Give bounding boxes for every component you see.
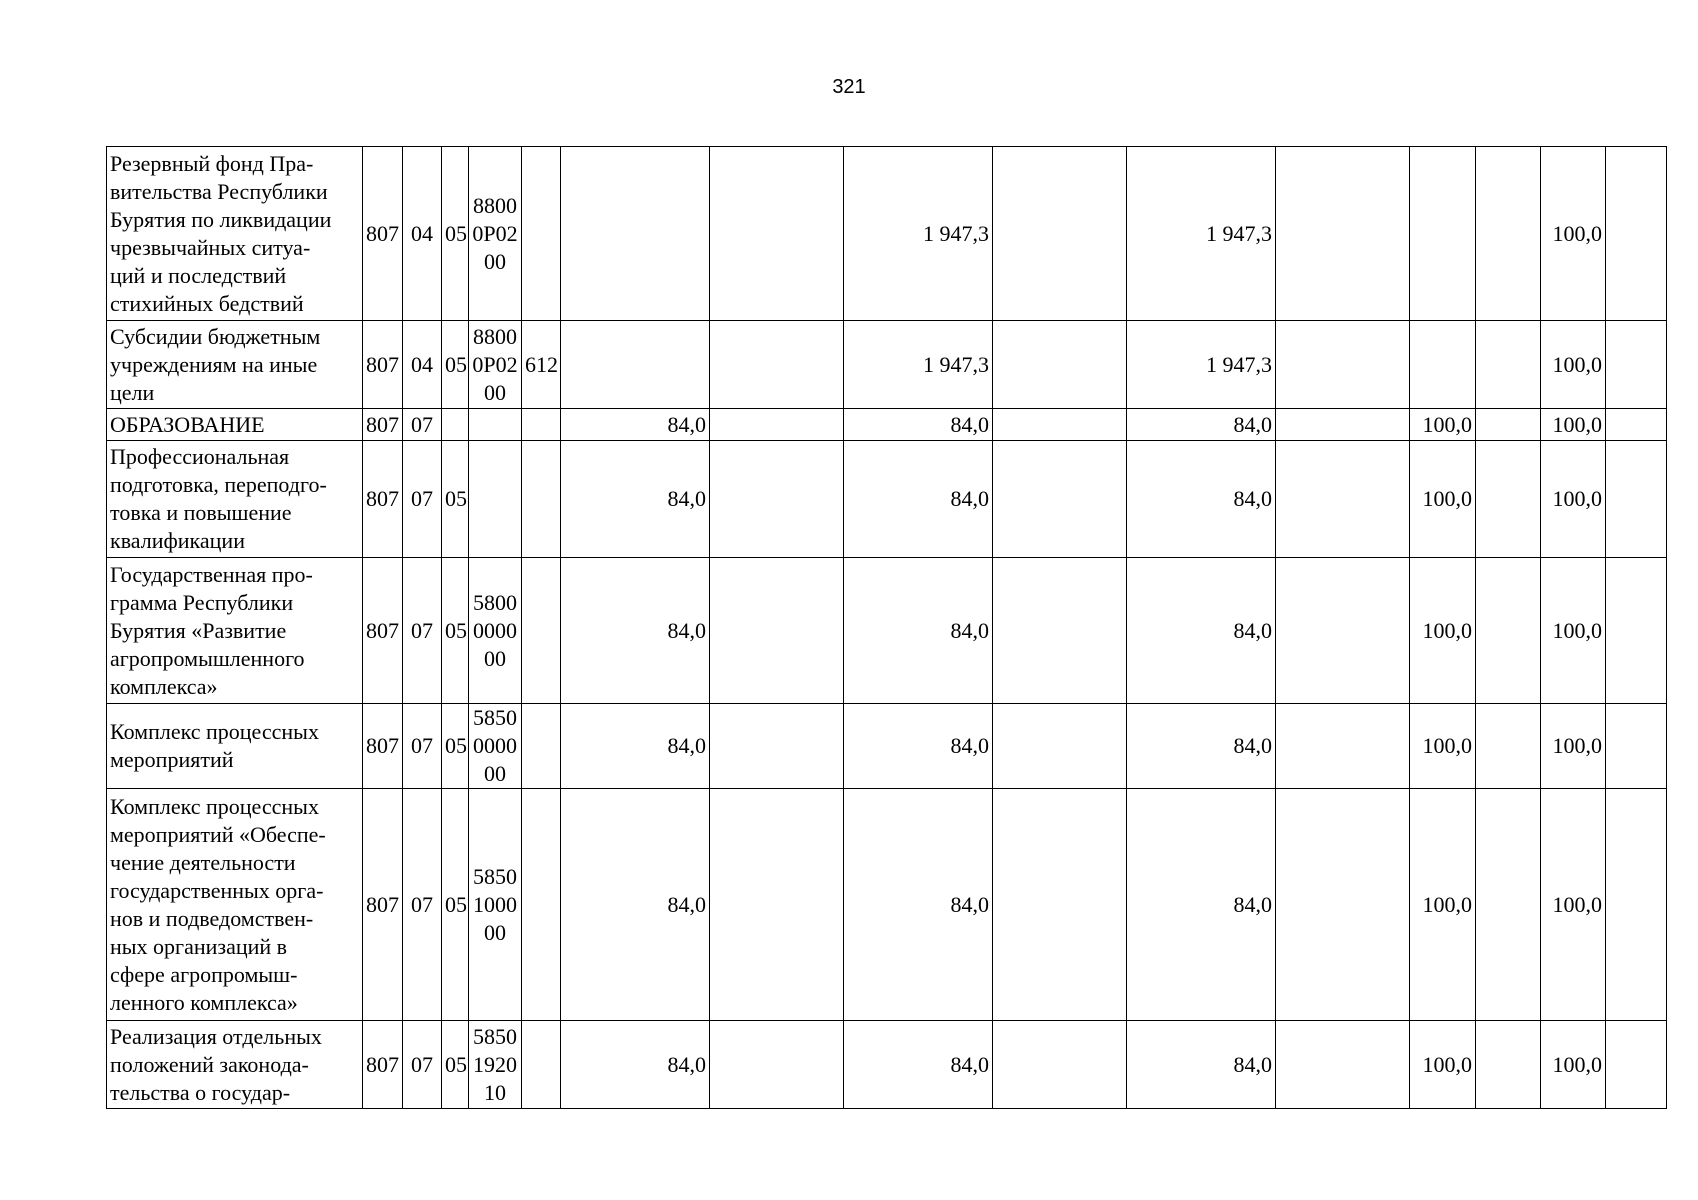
cell-rz: 04	[403, 321, 442, 409]
cell-v9: 100,0	[1541, 321, 1606, 409]
cell-v6	[1276, 441, 1410, 558]
cell-v3: 84,0	[844, 441, 993, 558]
cell-v4	[993, 441, 1127, 558]
cell-csr: 5850 0000 00	[469, 704, 522, 789]
table-row	[107, 321, 1667, 409]
cell-v6	[1276, 1021, 1410, 1109]
cell-v10	[1606, 789, 1667, 1021]
cell-csr	[469, 409, 522, 441]
cell-rz: 07	[403, 409, 442, 441]
cell-v4	[993, 147, 1127, 321]
cell-v9: 100,0	[1541, 558, 1606, 704]
cell-name: Резервный фонд Пра- вительства Республики Бурятия по ликвидации чрезвычайных ситуа- ций и последствий стихийных бедствий	[107, 147, 363, 321]
cell-v5: 1 947,3	[1127, 321, 1276, 409]
table-row	[107, 558, 1667, 704]
cell-v3: 84,0	[844, 1021, 993, 1109]
cell-v2	[710, 558, 844, 704]
cell-csr: 8800 0Р02 00	[469, 321, 522, 409]
cell-v5: 84,0	[1127, 1021, 1276, 1109]
cell-gr: 807	[363, 321, 403, 409]
cell-vr	[522, 1021, 561, 1109]
page-number: 321	[832, 76, 866, 98]
cell-csr: 8800 0Р02 00	[469, 147, 522, 321]
cell-v5: 1 947,3	[1127, 147, 1276, 321]
cell-v8	[1476, 1021, 1541, 1109]
cell-v5: 84,0	[1127, 789, 1276, 1021]
cell-pr: 05	[442, 558, 469, 704]
cell-vr	[522, 558, 561, 704]
cell-v7: 100,0	[1410, 409, 1476, 441]
cell-v8	[1476, 409, 1541, 441]
cell-name: Реализация отдельных положений законода- тельства о государ-	[107, 1021, 363, 1109]
cell-gr: 807	[363, 147, 403, 321]
cell-v8	[1476, 147, 1541, 321]
cell-name: ОБРАЗОВАНИЕ	[107, 409, 363, 441]
cell-v3: 1 947,3	[844, 147, 993, 321]
cell-v9: 100,0	[1541, 409, 1606, 441]
cell-vr	[522, 409, 561, 441]
cell-gr: 807	[363, 704, 403, 789]
cell-vr	[522, 789, 561, 1021]
cell-vr	[522, 441, 561, 558]
cell-v6	[1276, 558, 1410, 704]
cell-csr	[469, 441, 522, 558]
cell-v8	[1476, 558, 1541, 704]
cell-v6	[1276, 321, 1410, 409]
cell-v2	[710, 1021, 844, 1109]
cell-v3: 1 947,3	[844, 321, 993, 409]
cell-name: Комплекс процессных мероприятий «Обеспе- чение деятельности государственных орга- нов и подведомствен- ных организаций в сфере агропромыш- ленного комплекса»	[107, 789, 363, 1021]
cell-v6	[1276, 147, 1410, 321]
cell-v9: 100,0	[1541, 147, 1606, 321]
cell-v8	[1476, 441, 1541, 558]
cell-vr	[522, 704, 561, 789]
cell-vr	[522, 147, 561, 321]
cell-v2	[710, 789, 844, 1021]
cell-v1	[561, 147, 710, 321]
cell-rz: 07	[403, 789, 442, 1021]
cell-name: Субсидии бюджетным учреждениям на иные цели	[107, 321, 363, 409]
cell-v9: 100,0	[1541, 704, 1606, 789]
table-row	[107, 789, 1667, 1021]
cell-gr: 807	[363, 409, 403, 441]
cell-pr	[442, 409, 469, 441]
cell-pr: 05	[442, 1021, 469, 1109]
cell-csr: 5850 1000 00	[469, 789, 522, 1021]
cell-pr: 05	[442, 441, 469, 558]
cell-v5: 84,0	[1127, 409, 1276, 441]
cell-v2	[710, 409, 844, 441]
cell-pr: 05	[442, 147, 469, 321]
cell-v8	[1476, 704, 1541, 789]
cell-v10	[1606, 1021, 1667, 1109]
cell-v4	[993, 558, 1127, 704]
cell-v8	[1476, 321, 1541, 409]
cell-rz: 07	[403, 704, 442, 789]
cell-v2	[710, 147, 844, 321]
cell-gr: 807	[363, 441, 403, 558]
cell-v1: 84,0	[561, 409, 710, 441]
cell-rz: 07	[403, 558, 442, 704]
cell-v5: 84,0	[1127, 558, 1276, 704]
cell-v10	[1606, 558, 1667, 704]
cell-name: Государственная про- грамма Республики Бурятия «Развитие агропромышленного комплекса»	[107, 558, 363, 704]
cell-gr: 807	[363, 789, 403, 1021]
cell-v7: 100,0	[1410, 1021, 1476, 1109]
cell-csr: 5800 0000 00	[469, 558, 522, 704]
table-body	[107, 147, 1667, 1109]
cell-v7: 100,0	[1410, 558, 1476, 704]
cell-v4	[993, 789, 1127, 1021]
cell-pr: 05	[442, 704, 469, 789]
cell-v3: 84,0	[844, 409, 993, 441]
table-row	[107, 409, 1667, 441]
cell-v10	[1606, 321, 1667, 409]
cell-v9: 100,0	[1541, 441, 1606, 558]
cell-v1: 84,0	[561, 1021, 710, 1109]
cell-name: Профессиональная подготовка, переподго- товка и повышение квалификации	[107, 441, 363, 558]
table-row	[107, 147, 1667, 321]
cell-v10	[1606, 441, 1667, 558]
cell-v9: 100,0	[1541, 789, 1606, 1021]
cell-v7	[1410, 147, 1476, 321]
cell-v1: 84,0	[561, 441, 710, 558]
cell-v1	[561, 321, 710, 409]
cell-v3: 84,0	[844, 789, 993, 1021]
cell-v10	[1606, 147, 1667, 321]
cell-v6	[1276, 409, 1410, 441]
cell-v7	[1410, 321, 1476, 409]
cell-v1: 84,0	[561, 789, 710, 1021]
cell-v10	[1606, 409, 1667, 441]
cell-rz: 07	[403, 441, 442, 558]
cell-v6	[1276, 789, 1410, 1021]
cell-v10	[1606, 704, 1667, 789]
cell-pr: 05	[442, 321, 469, 409]
cell-v5: 84,0	[1127, 441, 1276, 558]
cell-v7: 100,0	[1410, 704, 1476, 789]
cell-v9: 100,0	[1541, 1021, 1606, 1109]
cell-vr: 612	[522, 321, 561, 409]
cell-rz: 07	[403, 1021, 442, 1109]
cell-v7: 100,0	[1410, 441, 1476, 558]
cell-v4	[993, 409, 1127, 441]
cell-v5: 84,0	[1127, 704, 1276, 789]
budget-table	[106, 146, 1667, 1109]
cell-v2	[710, 704, 844, 789]
cell-gr: 807	[363, 1021, 403, 1109]
cell-v4	[993, 321, 1127, 409]
cell-v4	[993, 1021, 1127, 1109]
cell-name: Комплекс процессных мероприятий	[107, 704, 363, 789]
cell-v3: 84,0	[844, 704, 993, 789]
cell-pr: 05	[442, 789, 469, 1021]
cell-v1: 84,0	[561, 704, 710, 789]
cell-v1: 84,0	[561, 558, 710, 704]
cell-v3: 84,0	[844, 558, 993, 704]
cell-v2	[710, 321, 844, 409]
table-row	[107, 441, 1667, 558]
cell-v2	[710, 441, 844, 558]
cell-gr: 807	[363, 558, 403, 704]
cell-v8	[1476, 789, 1541, 1021]
cell-v6	[1276, 704, 1410, 789]
table-row	[107, 704, 1667, 789]
cell-v7: 100,0	[1410, 789, 1476, 1021]
cell-rz: 04	[403, 147, 442, 321]
cell-csr: 5850 1920 10	[469, 1021, 522, 1109]
cell-v4	[993, 704, 1127, 789]
table-row	[107, 1021, 1667, 1109]
